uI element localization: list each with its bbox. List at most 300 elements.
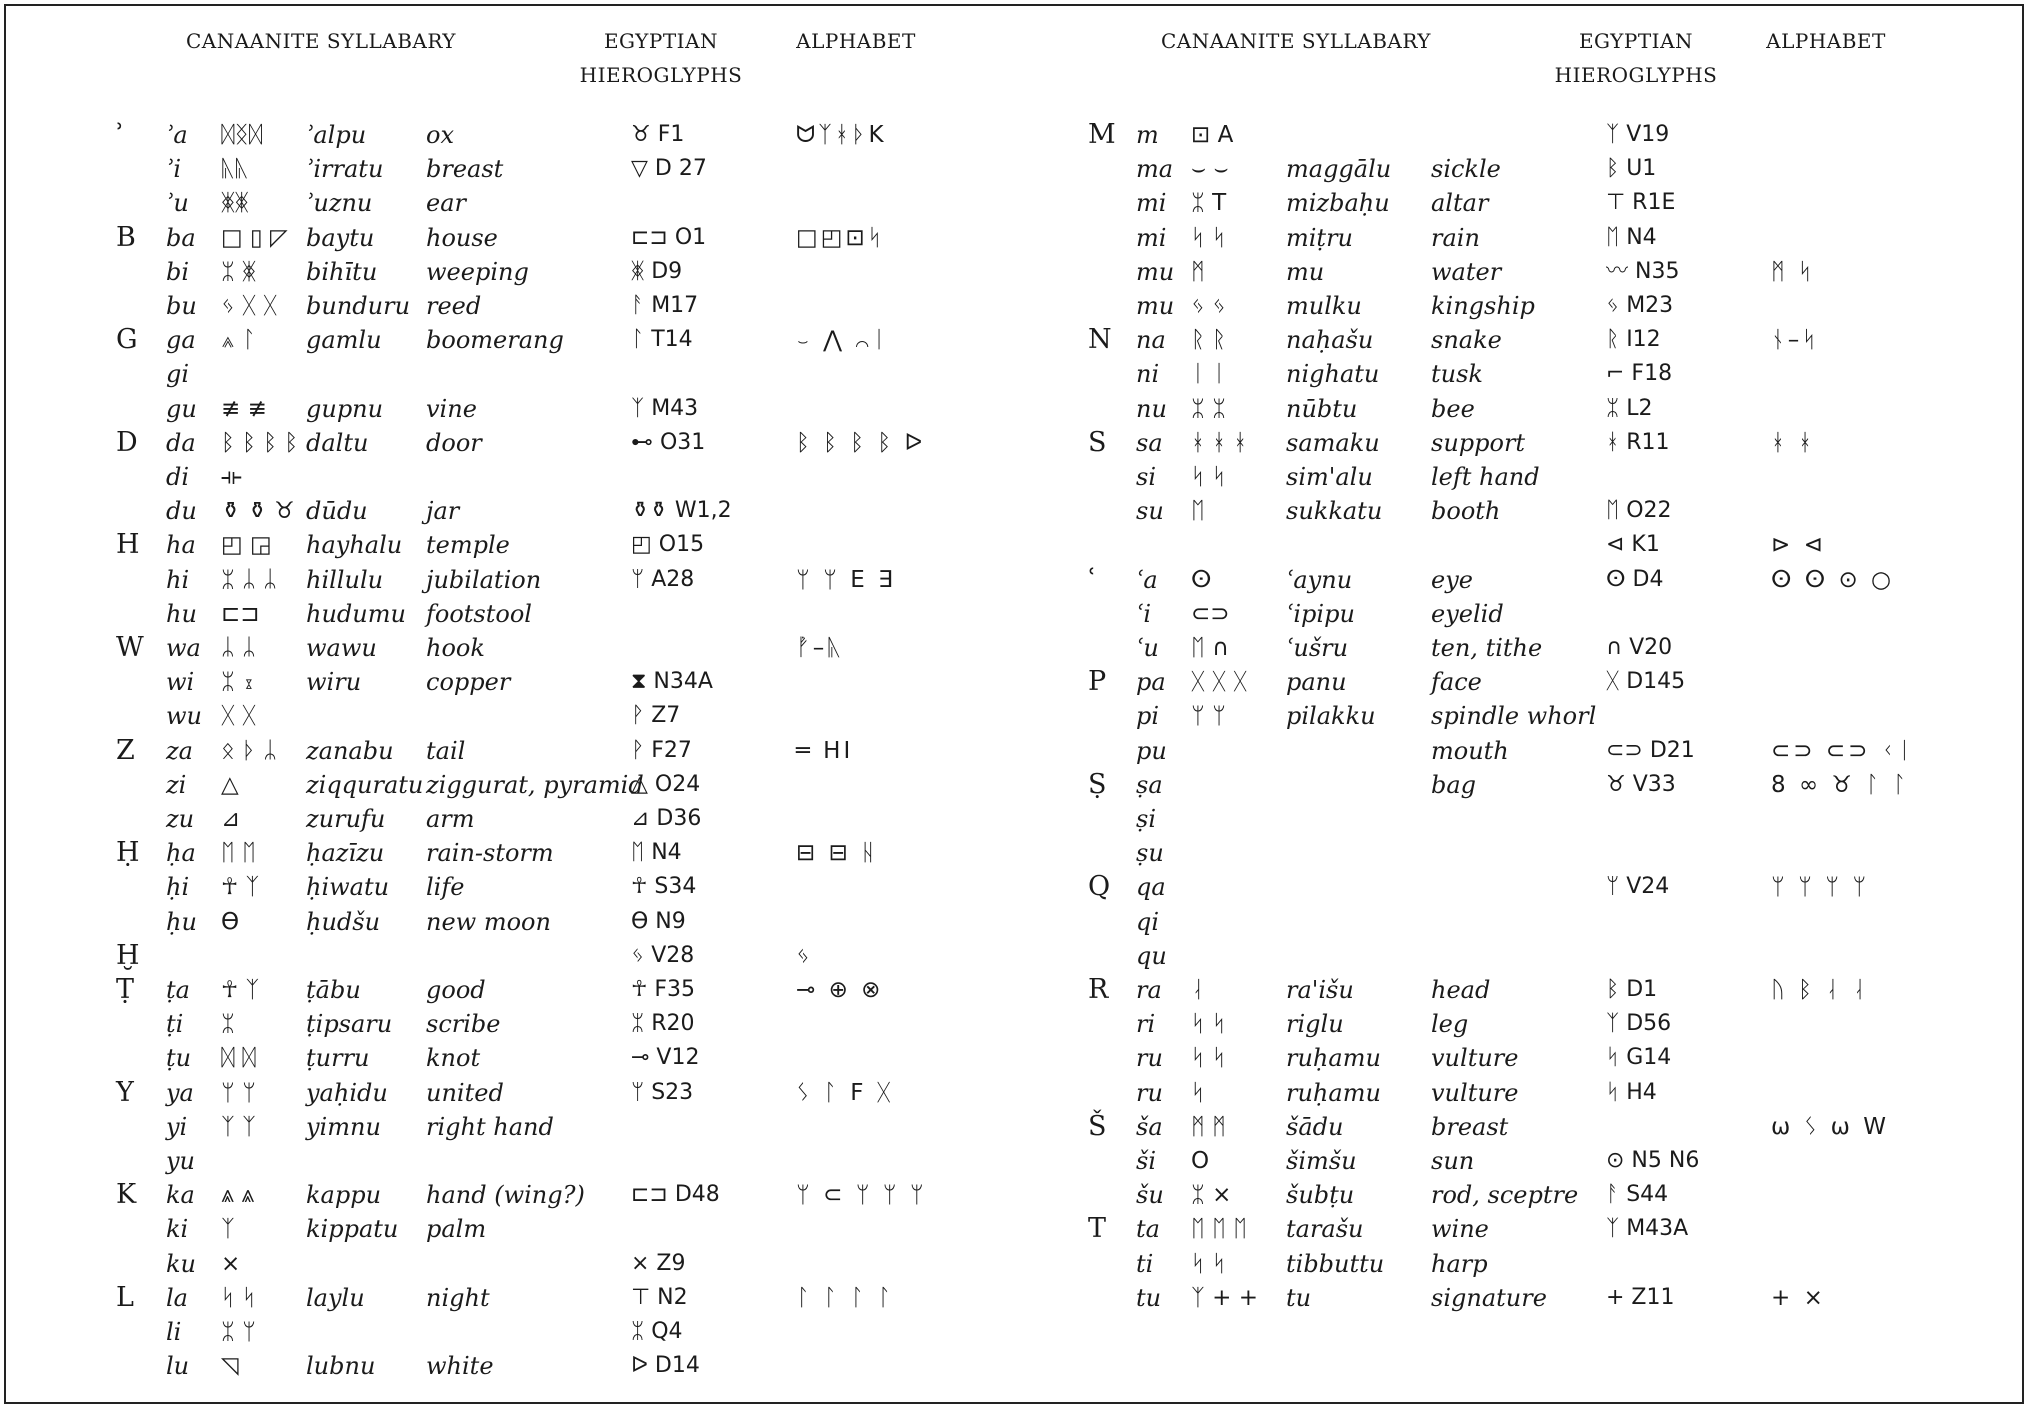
hieroglyph-cell: ᛘ A28	[631, 566, 695, 592]
sign-cell: ᛘ ᛘ	[1191, 703, 1226, 730]
gloss-cell: spindle whorl	[1431, 702, 1597, 731]
word-cell: nighatu	[1286, 360, 1380, 389]
word-cell: ḥiwatu	[306, 873, 390, 902]
syllable-cell: ʿa	[1136, 565, 1158, 594]
gloss-cell: life	[426, 873, 465, 902]
syllable-cell: yu	[166, 1147, 196, 1175]
sign-cell: ◰ ◲	[221, 532, 272, 559]
letter-cell: ʾ	[116, 119, 125, 150]
sign-cell: ᚷ ᚷ ᚷ	[1191, 669, 1248, 696]
syllable-cell: su	[1136, 497, 1164, 526]
gloss-cell: arm	[426, 805, 475, 833]
syllable-cell: mi	[1136, 223, 1167, 252]
table-row	[6, 392, 2022, 426]
word-cell: ṭurru	[306, 1044, 370, 1073]
gloss-cell: door	[426, 428, 482, 457]
sign-cell: ᛯ ×	[1191, 1182, 1232, 1209]
gloss-cell: right hand	[426, 1112, 554, 1141]
syllable-cell: zi	[166, 770, 187, 799]
word-cell: gamlu	[306, 326, 382, 355]
sign-cell: ᛋ	[1191, 1079, 1205, 1106]
table-row	[6, 1281, 2022, 1315]
sign-cell: ᛋ ᛋ	[1191, 464, 1226, 490]
sign-cell: ᛃ ᚷ ᚷ	[221, 293, 278, 319]
word-cell: hillulu	[306, 565, 384, 594]
hieroglyph-cell: ♉ F1	[631, 122, 685, 147]
left-heading-syllabary: CANAANITE SYLLABARY	[185, 29, 457, 53]
hieroglyph-cell: ☥ F35	[631, 977, 696, 1002]
hieroglyph-cell: ᛋ G14	[1606, 1045, 1672, 1071]
sign-cell: ᛦ ᛦ	[221, 635, 256, 661]
syllable-cell: ḥi	[166, 873, 190, 902]
hieroglyph-cell: ᛉ V19	[1606, 122, 1670, 147]
letter-cell: B	[116, 221, 136, 253]
sign-cell: ᚱ ᚱ	[1191, 327, 1226, 354]
syllable-cell: ga	[166, 326, 196, 355]
sign-cell: ᛯ ᛯ	[1191, 395, 1226, 422]
alphabet-cell: ᛃ	[796, 942, 813, 969]
syllable-cell: ya	[166, 1078, 194, 1107]
word-cell: mizbaḥu	[1286, 189, 1390, 218]
hieroglyph-cell: ⊲ K1	[1606, 532, 1660, 558]
syllable-cell: ʿu	[1136, 634, 1159, 662]
gloss-cell: bee	[1431, 394, 1475, 423]
table-row	[6, 768, 2022, 802]
table-row	[6, 1349, 2022, 1383]
syllable-cell: wa	[166, 634, 201, 662]
gloss-cell: altar	[1431, 189, 1489, 218]
syllable-cell: si	[1136, 463, 1156, 491]
table-row	[6, 1247, 2022, 1281]
sign-cell: ☥ ᛉ	[221, 977, 260, 1003]
table-row	[6, 1178, 2022, 1212]
sign-cell: ᛋ ᛋ	[1191, 1250, 1226, 1277]
syllable-cell: ḥu	[166, 907, 197, 936]
table-row	[6, 734, 2022, 768]
word-cell: šubṭu	[1286, 1181, 1355, 1210]
syllable-cell: bi	[166, 257, 190, 286]
sign-cell: ᛖ ᛖ	[221, 840, 256, 867]
syllable-cell: di	[166, 463, 190, 491]
syllable-cell: na	[1136, 326, 1166, 355]
word-cell: wiru	[306, 668, 362, 697]
sign-cell: ⟛	[221, 464, 242, 490]
alphabet-cell: 8 ∞ ♉ ᛚ ᛚ	[1771, 771, 1910, 798]
gloss-cell: temple	[426, 531, 510, 560]
alphabet-cell: ⊟ ⊟ ᚺ	[796, 840, 878, 867]
syllable-cell: tu	[1136, 1283, 1162, 1312]
sign-cell: ᛯ ⧖	[221, 669, 256, 696]
syllable-cell: ša	[1136, 1112, 1163, 1141]
gloss-cell: mouth	[1431, 736, 1509, 765]
table-row	[6, 528, 2022, 562]
letter-cell: P	[1088, 666, 1107, 698]
table-row	[6, 802, 2022, 836]
word-cell: zanabu	[306, 736, 394, 765]
gloss-cell: hand (wing?)	[426, 1181, 585, 1210]
word-cell: wawu	[306, 634, 377, 662]
gloss-cell: copper	[426, 668, 511, 697]
syllable-cell: gu	[166, 394, 197, 423]
hieroglyph-cell: ᛉ M43	[631, 395, 699, 421]
hieroglyph-cell: ᛯ R20	[631, 1011, 695, 1037]
hieroglyph-cell: ⊸ V12	[631, 1045, 700, 1071]
gloss-cell: ten, tithe	[1431, 634, 1543, 662]
table-row	[6, 1212, 2022, 1246]
table-row	[6, 426, 2022, 460]
gloss-cell: boomerang	[426, 326, 564, 355]
sign-cell: ᛗ	[1191, 258, 1205, 285]
hieroglyph-cell: ◰ O15	[631, 532, 705, 558]
alphabet-cell: ⊂⊃ ⊂⊃ ᚲᛁ	[1771, 737, 1915, 764]
word-cell: ruḥamu	[1286, 1078, 1381, 1107]
syllable-cell: zu	[166, 805, 195, 833]
gloss-cell: ear	[426, 189, 466, 218]
gloss-cell: jar	[426, 497, 460, 526]
sign-cell: O	[1191, 1148, 1210, 1174]
syllable-cell: ba	[166, 223, 196, 252]
syllable-cell: mu	[1136, 257, 1175, 286]
alphabet-cell: ᛘ ᛘ E ∃	[796, 566, 896, 593]
alphabet-cell: ᚡ–ᚣ	[796, 635, 845, 661]
table-row	[6, 973, 2022, 1007]
sign-cell: ᛯ ᛦ ᛦ	[221, 566, 278, 593]
word-cell: ṭipsaru	[306, 1010, 393, 1039]
hieroglyph-cell: ᚹ Z7	[631, 703, 681, 729]
right-heading-hieroglyphs-line1: EGYPTIAN	[1578, 29, 1694, 53]
syllable-cell: ra	[1136, 976, 1162, 1004]
letter-cell: Š	[1088, 1110, 1107, 1142]
gloss-cell: rain-storm	[426, 839, 554, 868]
syllable-cell: ṣi	[1136, 805, 1156, 833]
alphabet-cell: ᛗ ᛋ	[1771, 258, 1815, 285]
hieroglyph-cell: ᐅ D14	[631, 1353, 700, 1379]
gloss-cell: footstool	[426, 599, 532, 628]
syllable-cell: ṭa	[166, 976, 190, 1004]
alphabet-cell: ⊸ ⊕ ⊗	[796, 977, 884, 1003]
word-cell: ṭābu	[306, 976, 361, 1004]
syllable-cell: ʿi	[1136, 599, 1152, 628]
syllable-cell: šu	[1136, 1181, 1164, 1210]
hieroglyph-cell: ᚷ D145	[1606, 669, 1686, 695]
gloss-cell: wine	[1431, 1215, 1489, 1244]
hieroglyph-cell: ᛤ D9	[631, 258, 683, 284]
letter-cell: D	[116, 426, 138, 458]
syllable-cell: ta	[1136, 1215, 1160, 1244]
syllable-cell: wu	[166, 702, 202, 731]
hieroglyph-cell: ⊏⊐ O1	[631, 224, 707, 250]
hieroglyph-cell: ⊙ N5 N6	[1606, 1148, 1700, 1173]
gloss-cell: face	[1431, 668, 1482, 697]
syllable-cell: wi	[166, 668, 195, 697]
table-row	[6, 1315, 2022, 1349]
gloss-cell: ox	[426, 121, 454, 149]
word-cell: kappu	[306, 1181, 382, 1210]
word-cell: ʿušru	[1286, 634, 1349, 662]
hieroglyph-cell: ᛘ S23	[631, 1079, 694, 1105]
right-heading-alphabet: ALPHABET	[1766, 29, 1886, 53]
word-cell: naḥašu	[1286, 326, 1374, 355]
alphabet-cell: ᚼ ᚼ	[1771, 429, 1815, 456]
table-row	[6, 836, 2022, 870]
gloss-cell: breast	[426, 155, 504, 184]
sign-cell: ⚱ ⚱ ♉	[221, 498, 295, 525]
table-row	[6, 1007, 2022, 1041]
gloss-cell: kingship	[1431, 292, 1535, 320]
sign-cell: ≢ ≢	[221, 395, 267, 422]
gloss-cell: scribe	[426, 1010, 501, 1039]
gloss-cell: sickle	[1431, 155, 1501, 184]
sign-cell: ᛯ T	[1191, 190, 1227, 217]
word-cell: tibbuttu	[1286, 1249, 1385, 1278]
gloss-cell: tusk	[1431, 360, 1483, 389]
syllable-cell: la	[166, 1283, 188, 1312]
syllable-cell: ṣu	[1136, 839, 1164, 868]
letter-cell: S	[1088, 426, 1107, 458]
document-page	[4, 4, 2024, 1404]
syllable-cell: ha	[166, 531, 196, 560]
gloss-cell: white	[426, 1352, 494, 1381]
sign-cell: ᛯ	[221, 1011, 235, 1038]
word-cell: lubnu	[306, 1352, 376, 1381]
table-row	[6, 905, 2022, 939]
syllable-cell: ri	[1136, 1010, 1156, 1039]
word-cell: sukkatu	[1286, 497, 1383, 526]
gloss-cell: vulture	[1431, 1044, 1519, 1073]
gloss-cell: weeping	[426, 257, 529, 286]
hieroglyph-cell: ⧗ N34A	[631, 669, 713, 695]
letter-cell: H	[116, 529, 140, 561]
sign-cell: ᚷ ᚷ	[221, 703, 256, 730]
word-cell: tarašu	[1286, 1215, 1364, 1244]
alphabet-cell: ᛚ ᛚ ᛚ ᛚ	[796, 1284, 895, 1311]
word-cell: daltu	[306, 428, 369, 457]
sign-cell: ⩓ ᛚ	[221, 327, 256, 354]
letter-cell: M	[1088, 119, 1116, 150]
letter-cell: W	[116, 632, 144, 663]
word-cell: laylu	[306, 1283, 365, 1312]
word-cell: dūdu	[306, 497, 368, 526]
alphabet-cell: ⌣ ⋀ ⌒ᛁ	[796, 327, 889, 354]
letter-cell: L	[116, 1281, 134, 1313]
syllable-cell: yi	[166, 1112, 188, 1141]
syllable-cell: m	[1136, 121, 1159, 149]
syllable-cell: pi	[1136, 702, 1160, 731]
table-row	[6, 1144, 2022, 1178]
table-row	[6, 563, 2022, 597]
gloss-cell: rain	[1431, 223, 1480, 252]
sign-cell: ᛋ ᛋ	[221, 1284, 256, 1311]
word-cell: ḥazīzu	[306, 839, 385, 868]
sign-cell: ᛃ ᛃ	[1191, 293, 1226, 319]
gloss-cell: united	[426, 1078, 504, 1107]
syllable-cell: ʾi	[166, 155, 182, 184]
word-cell: šimšu	[1286, 1147, 1357, 1175]
gloss-cell: left hand	[1431, 463, 1540, 491]
syllable-cell: hi	[166, 565, 190, 594]
sign-cell: ⊂⊃	[1191, 600, 1230, 627]
table-row	[6, 460, 2022, 494]
alphabet-cell: ⵙ ⵙ ⊙ ○	[1771, 566, 1895, 593]
gloss-cell: eye	[1431, 565, 1473, 594]
table-row	[6, 221, 2022, 255]
hieroglyph-cell: ᛯ Q4	[631, 1319, 683, 1344]
alphabet-cell: ᚾ–ᛋ	[1771, 327, 1820, 354]
syllable-cell: da	[166, 428, 196, 457]
alphabet-cell: ω ᛊ ω W	[1771, 1113, 1889, 1140]
right-heading-hieroglyphs-line2: HIEROGLYPHS	[1554, 63, 1718, 87]
word-cell: pilakku	[1286, 702, 1376, 731]
word-cell: yimnu	[306, 1112, 381, 1141]
word-cell: hayhalu	[306, 531, 403, 560]
syllable-cell: za	[166, 736, 193, 765]
letter-cell: Q	[1088, 871, 1111, 903]
sign-cell: ⊡ A	[1191, 122, 1234, 148]
hieroglyph-cell: ▽ D 27	[631, 156, 707, 182]
syllable-cell: ru	[1136, 1044, 1163, 1073]
table-row	[6, 631, 2022, 665]
sign-cell: ᛘ ᛘ	[221, 1079, 256, 1106]
table-row	[6, 665, 2022, 699]
hieroglyph-cell: ᚼ R11	[1606, 429, 1670, 455]
hieroglyph-cell: ᛘ V24	[1606, 874, 1670, 900]
word-cell: gupnu	[306, 394, 384, 423]
letter-cell: Ṭ	[116, 974, 135, 1005]
left-heading-hieroglyphs-line1: EGYPTIAN	[603, 29, 719, 53]
gloss-cell: knot	[426, 1044, 481, 1073]
table-row	[6, 597, 2022, 631]
word-cell: tu	[1286, 1283, 1312, 1312]
alphabet-cell: ᛊ ᛚ F ᚷ	[796, 1079, 894, 1106]
sign-cell: ᛉ ᛉ	[221, 1113, 256, 1140]
alphabet-cell: ⊳ ⊲	[1771, 532, 1826, 559]
sign-cell: ☥ ᛉ	[221, 874, 260, 901]
gloss-cell: bag	[1431, 770, 1477, 799]
word-cell: ʾirratu	[306, 155, 384, 184]
gloss-cell: hook	[426, 634, 485, 662]
sign-cell: ᚼ ᚼ ᚼ	[1191, 429, 1248, 456]
sign-cell: ᛖ ᛖ ᛖ	[1191, 1216, 1248, 1243]
word-cell: ʾalpu	[306, 121, 367, 149]
gloss-cell: support	[1431, 428, 1526, 457]
hieroglyph-cell: ϴ N9	[631, 908, 686, 934]
sign-cell: ᛒ ᛒ ᛒ ᛒ	[221, 429, 299, 456]
hieroglyph-cell: ⵙ D4	[1606, 566, 1664, 592]
hieroglyph-cell: ∩ V20	[1606, 635, 1673, 660]
word-cell: zurufu	[306, 805, 386, 833]
gloss-cell: tail	[426, 736, 466, 765]
letter-cell: K	[116, 1179, 137, 1211]
alphabet-cell: □◰⊡ᛋ	[796, 224, 885, 251]
syllable-cell: mi	[1136, 189, 1167, 218]
table-row	[6, 186, 2022, 220]
sign-cell: △	[221, 771, 239, 798]
hieroglyph-cell: ᛖ N4	[631, 840, 682, 866]
hieroglyph-cell: ᛉ D56	[1606, 1011, 1672, 1037]
gloss-cell: eyelid	[1431, 599, 1504, 628]
syllable-cell: ṣa	[1136, 770, 1163, 799]
sign-cell: ×	[221, 1250, 241, 1277]
hieroglyph-cell: ⊤ N2	[631, 1284, 688, 1310]
syllable-cell: ṭu	[166, 1044, 192, 1073]
syllable-cell: ti	[1136, 1249, 1154, 1278]
alphabet-cell: ᚢ ᛒ ᛆ ᛆ	[1771, 977, 1870, 1003]
syllable-cell: ma	[1136, 155, 1174, 184]
sign-cell: ᛋ ᛋ	[1191, 1011, 1226, 1038]
sign-cell: ᛯ ᛤ	[221, 258, 256, 285]
sign-cell: ᛋ ᛋ	[1191, 1045, 1226, 1072]
hieroglyph-cell: ☥ S34	[631, 874, 697, 900]
hieroglyph-cell: ᛉ M43A	[1606, 1216, 1689, 1242]
hieroglyph-cell: ⊷ O31	[631, 429, 706, 455]
letter-cell: ʿ	[1088, 563, 1097, 595]
gloss-cell: jubilation	[426, 565, 542, 594]
syllable-cell: ru	[1136, 1078, 1163, 1107]
sign-cell: ϴ	[221, 908, 240, 935]
sign-cell: ᛋ ᛋ	[1191, 224, 1226, 251]
hieroglyph-cell: ⚱⚱ W1,2	[631, 498, 732, 524]
letter-cell: Z	[116, 734, 135, 766]
gloss-cell: head	[1431, 976, 1491, 1004]
syllable-cell: qi	[1136, 907, 1160, 936]
hieroglyph-cell: ⊤ R1E	[1606, 190, 1676, 216]
table-row	[6, 870, 2022, 904]
hieroglyph-cell: 〰 N35	[1606, 258, 1680, 284]
gloss-cell: rod, sceptre	[1431, 1181, 1579, 1210]
syllable-cell: pu	[1136, 736, 1167, 765]
gloss-cell: ziggurat, pyramid	[426, 770, 644, 799]
hieroglyph-cell: ᛋ H4	[1606, 1079, 1657, 1105]
syllable-cell: ku	[166, 1249, 196, 1278]
syllable-cell: du	[166, 497, 197, 526]
table-row	[6, 289, 2022, 323]
left-heading-hieroglyphs	[561, 24, 761, 92]
word-cell: mulku	[1286, 292, 1362, 320]
hieroglyph-cell: ᛖ O22	[1606, 498, 1672, 524]
word-cell: yaḥidu	[306, 1078, 388, 1107]
sign-cell: ᛤᛤ	[221, 190, 249, 217]
syllable-cell: ka	[166, 1181, 195, 1210]
hieroglyph-cell: + Z11	[1606, 1284, 1675, 1310]
syllable-cell: ši	[1136, 1147, 1156, 1175]
sign-cell: ⊏⊐	[221, 600, 260, 627]
word-cell: ruḥamu	[1286, 1044, 1381, 1073]
right-heading-hieroglyphs	[1536, 24, 1736, 92]
syllable-cell: bu	[166, 292, 197, 320]
gloss-cell: new moon	[426, 907, 551, 936]
word-cell: maggālu	[1286, 155, 1392, 184]
table-row	[6, 1076, 2022, 1110]
word-cell: baytu	[306, 223, 375, 252]
table-row	[6, 323, 2022, 357]
alphabet-cell: ═ HI	[796, 737, 854, 764]
hieroglyph-cell: ᛯ L2	[1606, 395, 1653, 421]
hieroglyph-cell: ᚱ I12	[1606, 327, 1661, 353]
syllable-cell: lu	[166, 1352, 190, 1381]
sign-cell: ᚣᚣ	[221, 156, 249, 183]
hieroglyph-cell: ᛖ N4	[1606, 224, 1657, 250]
gloss-cell: vine	[426, 394, 477, 423]
word-cell: šādu	[1286, 1112, 1344, 1141]
gloss-cell: harp	[1431, 1249, 1488, 1278]
word-cell: bunduru	[306, 292, 411, 320]
right-heading-syllabary: CANAANITE SYLLABARY	[1160, 29, 1432, 53]
table-row	[6, 118, 2022, 152]
hieroglyph-cell: ⊏⊐ D48	[631, 1182, 720, 1208]
gloss-cell: leg	[1431, 1010, 1469, 1039]
hieroglyph-cell: ᛃ M23	[1606, 293, 1674, 318]
syllable-cell: ni	[1136, 360, 1160, 389]
